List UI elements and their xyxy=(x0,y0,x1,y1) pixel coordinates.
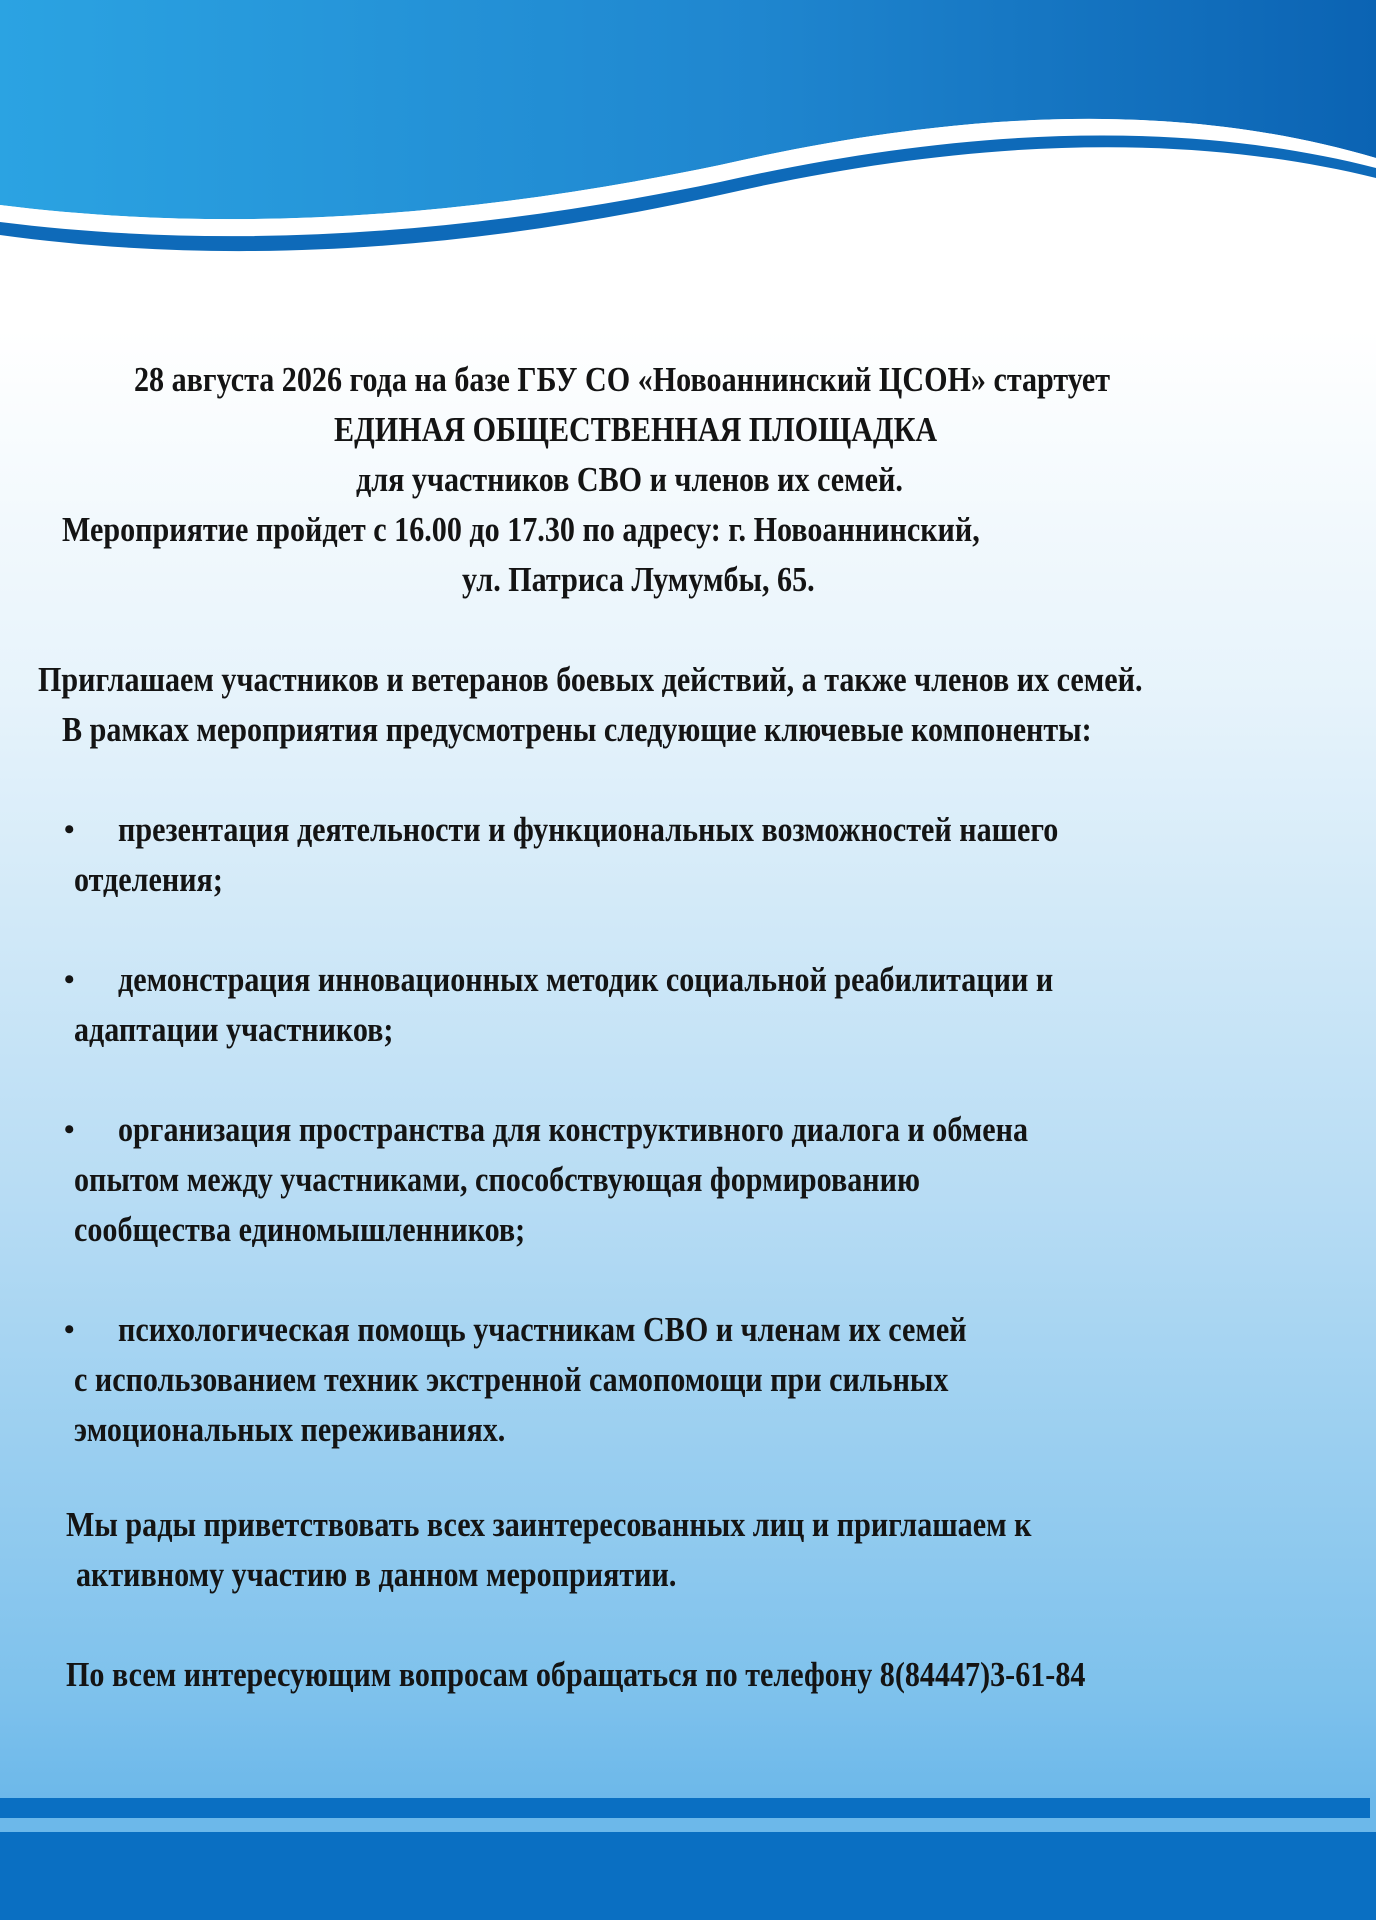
item-3-line-3: сообщества единомышленников; xyxy=(74,1210,526,1249)
item-2-line-2: адаптации участников; xyxy=(74,1010,394,1049)
intro-address: ул. Патриса Лумумбы, 65. xyxy=(462,560,815,599)
item-4-line-2: с использованием техник экстренной самопомощи при сильных xyxy=(74,1360,949,1399)
item-4-line-1: психологическая помощь участникам СВО и членам их семей xyxy=(118,1310,967,1349)
header-wave xyxy=(0,0,1376,280)
item-1-line-2: отделения; xyxy=(74,860,223,899)
closing-line-2: активному участию в данном мероприятии. xyxy=(76,1555,677,1594)
bullet-icon: • xyxy=(64,813,75,846)
item-3-line-2: опытом между участниками, способствующая формированию xyxy=(74,1160,920,1199)
bullet-icon: • xyxy=(64,963,75,996)
footer-band xyxy=(0,1832,1376,1920)
bullet-icon: • xyxy=(64,1113,75,1146)
intro-line-1: 28 августа 2026 года на базе ГБУ СО «Новоаннинский ЦСОН» стартует xyxy=(134,360,1111,399)
intro-line-3: для участников СВО и членов их семей. xyxy=(356,460,903,499)
event-title: ЕДИНАЯ ОБЩЕСТВЕННАЯ ПЛОЩАДКА xyxy=(334,410,938,449)
item-1-line-1: презентация деятельности и функциональных возможностей нашего xyxy=(118,810,1059,849)
contact-phone-line: По всем интересующим вопросам обращаться по телефону 8(84447)3-61-84 xyxy=(66,1655,1086,1694)
invite-line-1: Приглашаем участников и ветеранов боевых действий, а также членов их семей. xyxy=(38,660,1143,699)
invite-line-2: В рамках мероприятия предусмотрены следующие ключевые компоненты: xyxy=(62,710,1092,749)
bullet-icon: • xyxy=(64,1313,75,1346)
footer-stripe xyxy=(0,1798,1370,1818)
intro-line-4: Мероприятие пройдет с 16.00 до 17.30 по адресу: г. Новоаннинский, xyxy=(62,510,980,549)
closing-line-1: Мы рады приветствовать всех заинтересованных лиц и приглашаем к xyxy=(66,1505,1032,1544)
item-3-line-1: организация пространства для конструктивного диалога и обмена xyxy=(118,1110,1029,1149)
item-4-line-3: эмоциональных переживаниях. xyxy=(74,1410,506,1449)
item-2-line-1: демонстрация инновационных методик социальной реабилитации и xyxy=(118,960,1054,999)
